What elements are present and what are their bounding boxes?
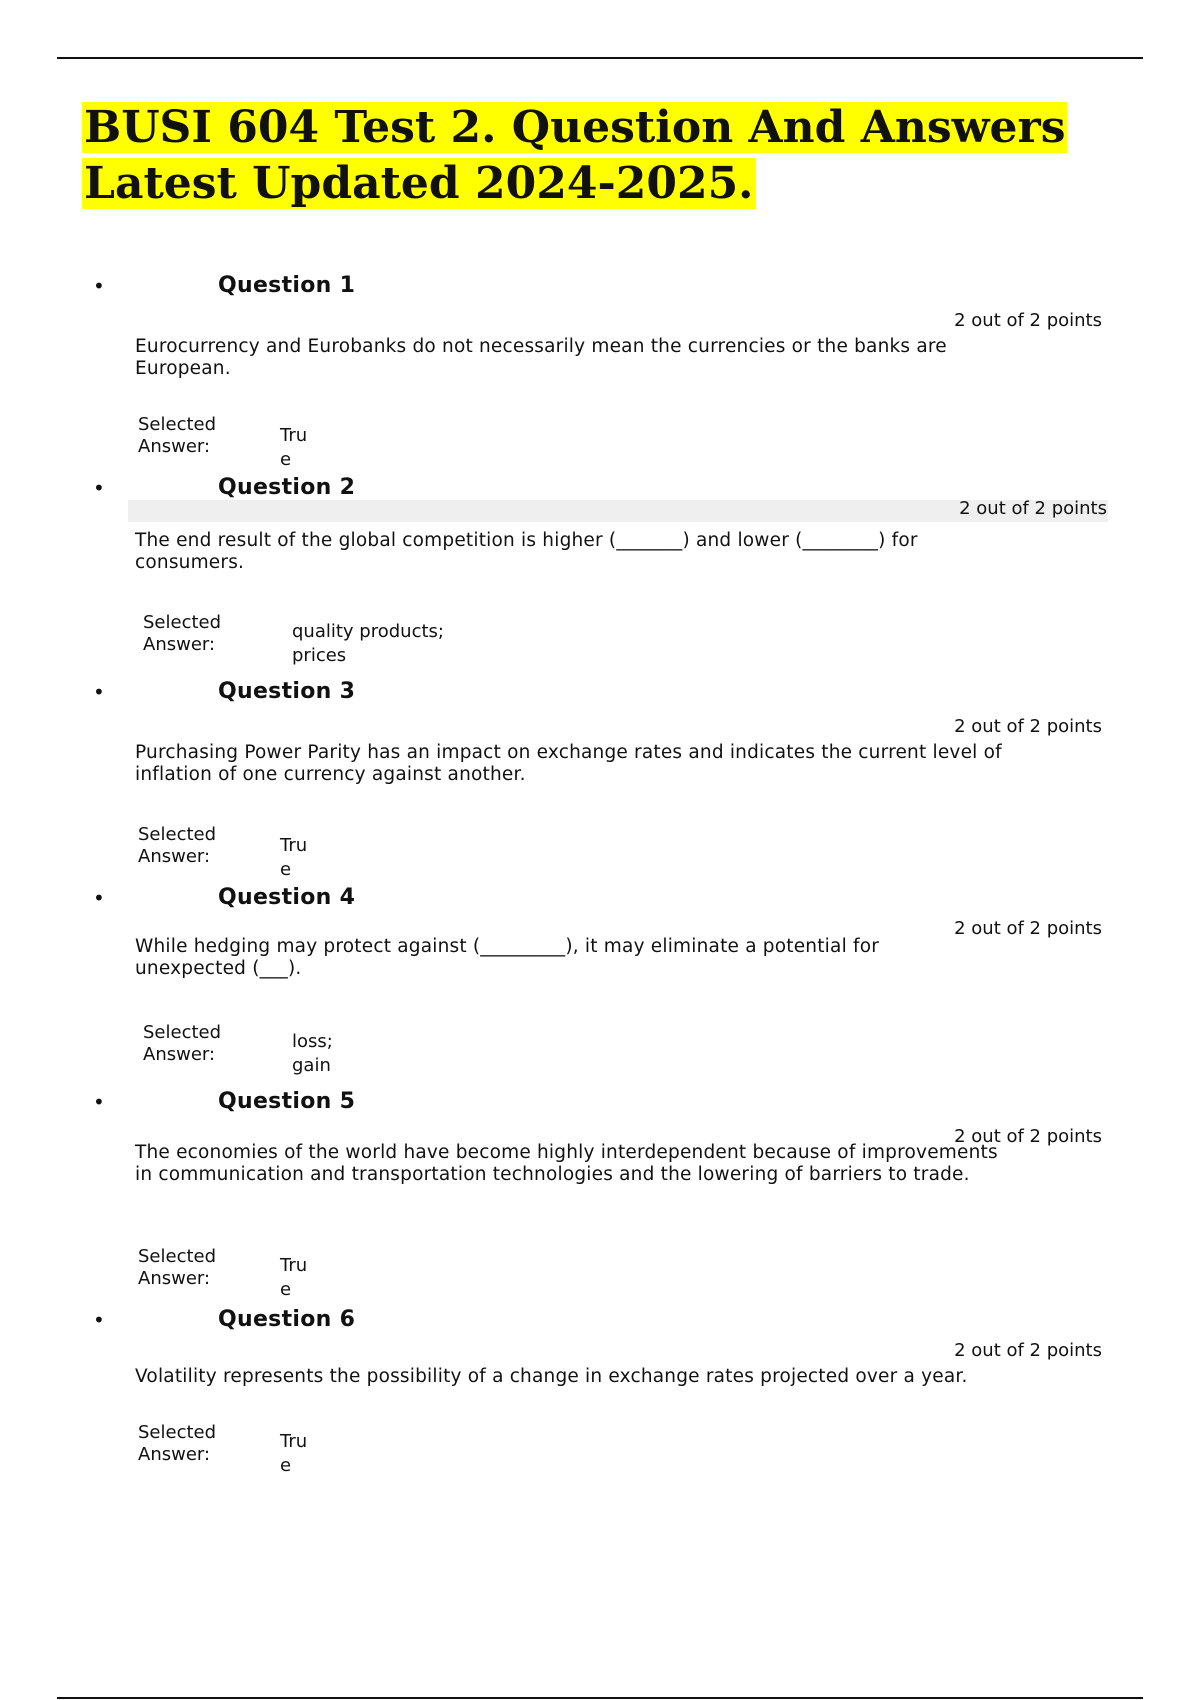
question-text: Eurocurrency and Eurobanks do not necessarily mean the currencies or the banks are European. — [135, 336, 947, 379]
bullet: • — [93, 680, 105, 704]
question-title: Question 2 — [218, 475, 356, 500]
bullet: • — [93, 886, 105, 910]
selected-answer: loss; gain — [292, 1031, 333, 1076]
selected-answer-label: Selected Answer: — [143, 612, 222, 655]
bullet: • — [93, 1090, 105, 1114]
selected-answer-label: Selected Answer: — [143, 1022, 222, 1065]
selected-answer: True — [280, 425, 308, 470]
bullet: • — [93, 1308, 105, 1332]
question-text: Volatility represents the possibility of a change in exchange rates projected over a year. — [135, 1366, 968, 1387]
question-text: While hedging may protect against (_________), it may eliminate a potential for unexpected (___). — [135, 936, 880, 979]
question-title: Question 4 — [218, 885, 356, 910]
selected-answer-label: Selected Answer: — [138, 824, 217, 867]
points-earned: 2 out of 2 points — [959, 498, 1107, 519]
document-title: BUSI 604 Test 2. Question And Answers Latest Updated 2024-2025. — [84, 102, 1066, 209]
question-title: Question 1 — [218, 273, 356, 298]
points-earned: 2 out of 2 points — [954, 918, 1102, 939]
points-earned: 2 out of 2 points — [954, 1126, 1102, 1147]
selected-answer: True — [280, 835, 308, 880]
selected-answer-label: Selected Answer: — [138, 1422, 217, 1465]
question-title: Question 5 — [218, 1089, 356, 1114]
bullet: • — [93, 476, 105, 500]
selected-answer: quality products; prices — [292, 621, 444, 666]
question-title: Question 6 — [218, 1307, 356, 1332]
question-text: The economies of the world have become highly interdependent because of improvements in communication and transportation technologies and the lowering of barriers to trade. — [135, 1142, 998, 1185]
bottom-rule — [57, 1697, 1143, 1699]
selected-answer: True — [280, 1431, 308, 1476]
selected-answer-label: Selected Answer: — [138, 1246, 217, 1289]
points-earned: 2 out of 2 points — [954, 310, 1102, 331]
points-earned: 2 out of 2 points — [954, 716, 1102, 737]
points-earned: 2 out of 2 points — [954, 1340, 1102, 1361]
question-title: Question 3 — [218, 679, 356, 704]
top-rule — [57, 57, 1143, 59]
selected-answer-label: Selected Answer: — [138, 414, 217, 457]
question-text: The end result of the global competition is higher (_______) and lower (________) for consumers. — [135, 530, 918, 573]
selected-answer: True — [280, 1255, 308, 1300]
bullet: • — [93, 274, 105, 298]
question-text: Purchasing Power Parity has an impact on exchange rates and indicates the current level of inflation of one currency against another. — [135, 742, 1002, 785]
